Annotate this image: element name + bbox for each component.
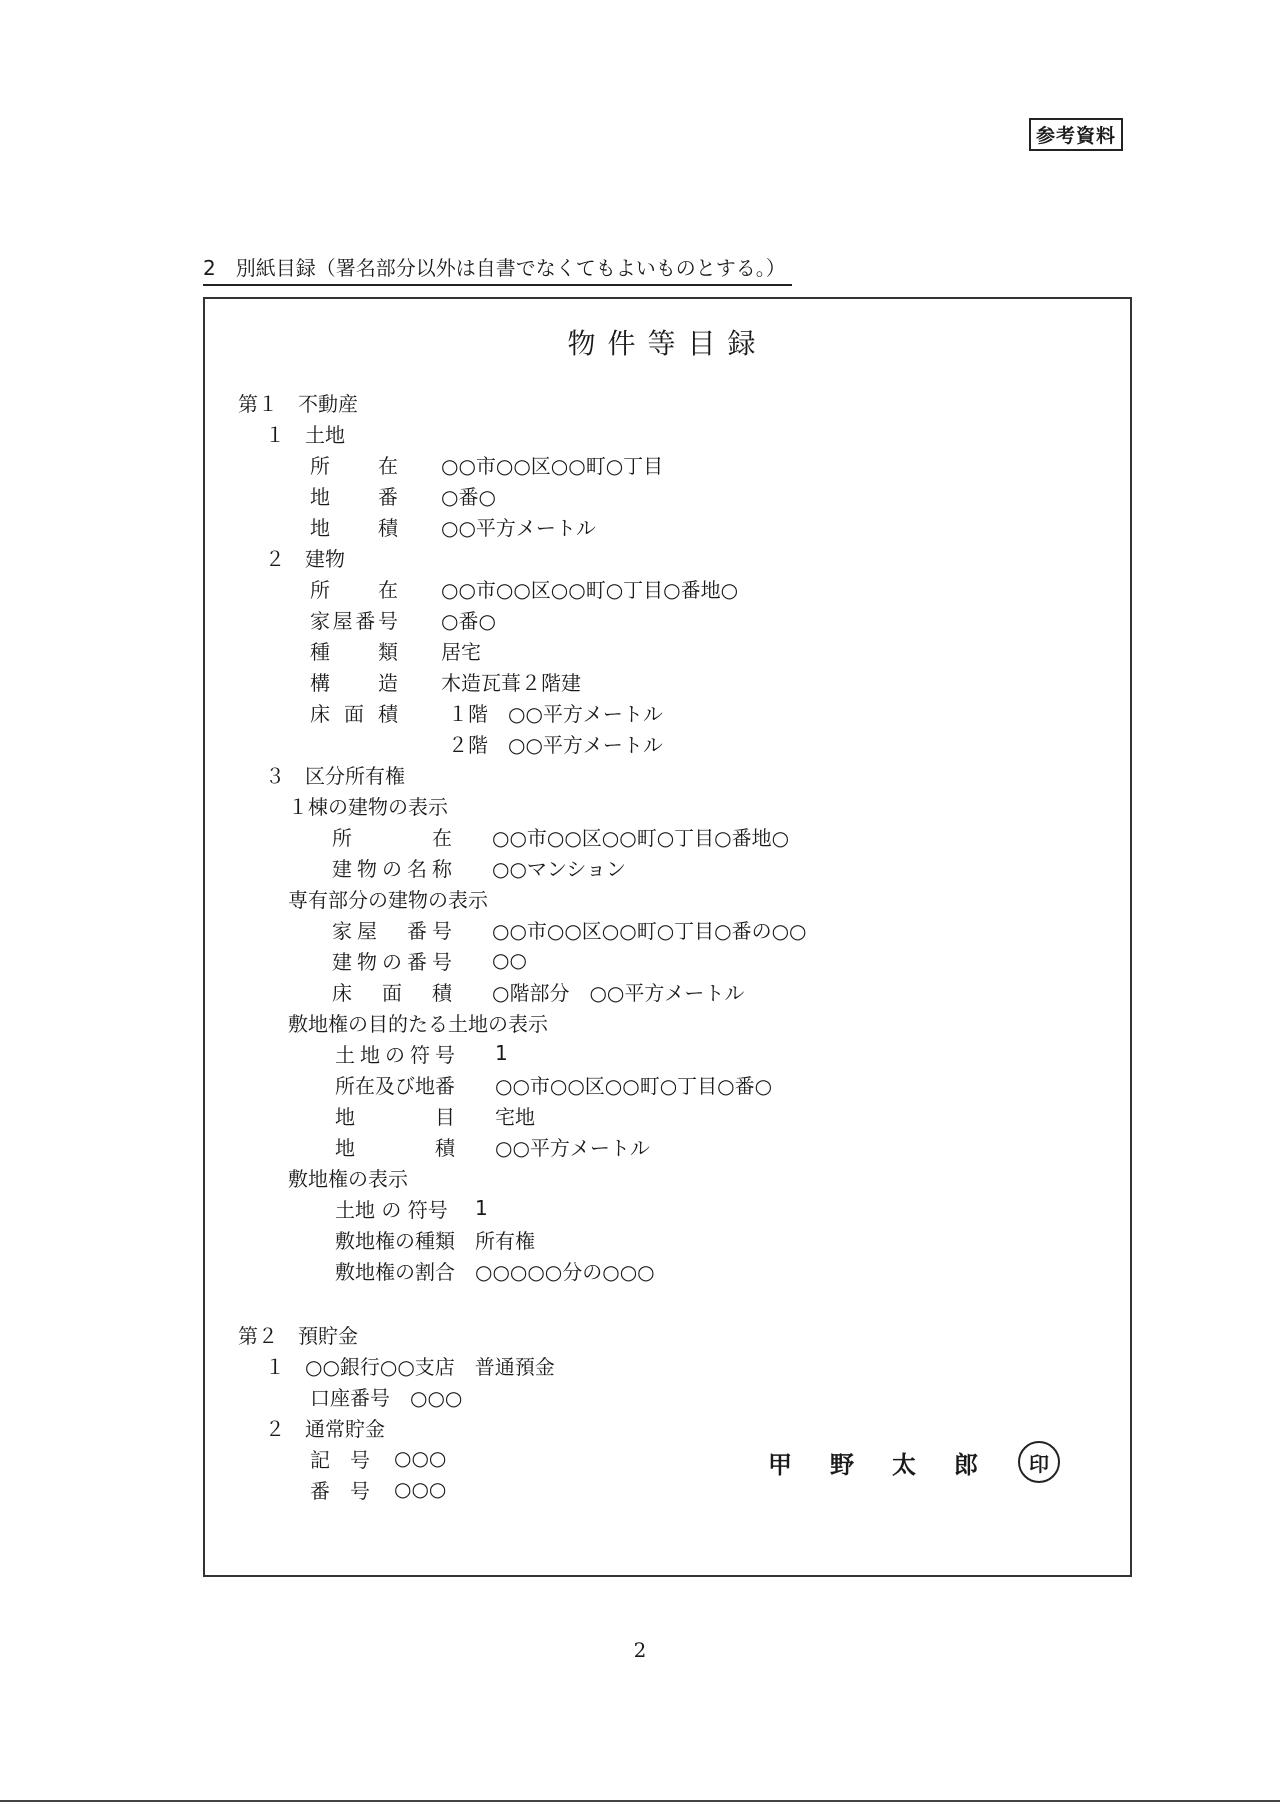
document-title: 物件等目録	[567, 327, 768, 360]
land-location-row	[310, 450, 663, 478]
whole-building-location-row	[332, 822, 789, 850]
land-lot-label: 地番	[310, 484, 398, 509]
condo-heading: ３ 区分所有権	[265, 763, 405, 788]
building-type-label: 種類	[310, 639, 398, 664]
seal-stamp: 印	[1018, 1441, 1060, 1483]
building-house-number-row	[310, 605, 496, 633]
whole-building-name-value: ○○マンション	[492, 856, 627, 881]
building-location-label: 所在	[310, 577, 398, 602]
whole-building-name-row	[332, 853, 626, 881]
building-house-number-value: ○番○	[441, 608, 496, 633]
postal-number-row	[310, 1475, 446, 1503]
building-heading: ２ 建物	[265, 546, 345, 571]
whole-building-heading: １棟の建物の表示	[288, 794, 448, 819]
deposits-heading: 第２ 預貯金	[238, 1323, 358, 1348]
land-location-value: ○○市○○区○○町○丁目	[441, 453, 664, 478]
property-inventory-box	[203, 297, 1132, 1577]
site-land-category-value: 宅地	[495, 1104, 535, 1129]
site-right-type-value: 所有権	[475, 1228, 535, 1253]
site-land-heading: 敷地権の目的たる土地の表示	[288, 1011, 548, 1036]
building-type-row	[310, 636, 481, 664]
site-right-symbol-label: 土地 の 符号	[335, 1197, 448, 1222]
site-land-location-value: ○○市○○区○○町○丁目○番○	[495, 1073, 773, 1098]
reference-material-badge: 参考資料	[1029, 118, 1123, 151]
unit-house-number-value: ○○市○○区○○町○丁目○番の○○	[492, 918, 807, 943]
site-land-area-value: ○○平方メートル	[495, 1135, 650, 1160]
building-type-value: 居宅	[441, 639, 481, 664]
unit-building-number-label: 建物の番号	[332, 949, 452, 974]
building-structure-label: 構造	[310, 670, 398, 695]
building-structure-row	[310, 667, 581, 695]
postal-symbol-row	[310, 1444, 446, 1472]
land-area-row	[310, 512, 596, 540]
site-right-type-label: 敷地権の種類	[335, 1228, 455, 1253]
site-right-ratio-label: 敷地権の割合	[335, 1259, 455, 1284]
postal-symbol-value: ○○○	[394, 1446, 447, 1470]
site-land-location-label: 所在及び地番	[335, 1073, 455, 1098]
bank-account-number: 口座番号 ○○○	[310, 1385, 463, 1410]
building-location-value: ○○市○○区○○町○丁目○番地○	[441, 577, 739, 602]
real-estate-heading: 第１ 不動産	[238, 391, 358, 416]
land-lot-value: ○番○	[441, 484, 496, 509]
site-right-ratio-row	[335, 1256, 655, 1284]
unit-building-number-value: ○○	[492, 948, 527, 972]
building-floor-area-label: 床面積	[310, 701, 398, 726]
site-right-ratio-value: ○○○○○分の○○○	[475, 1259, 655, 1284]
postal-number-value: ○○○	[394, 1477, 447, 1501]
section-heading: 2 別紙目録（署名部分以外は自書でなくてもよいものとする。）	[203, 252, 792, 286]
postal-symbol-label: 記号	[310, 1447, 370, 1472]
land-area-label: 地積	[310, 515, 398, 540]
land-lot-row	[310, 481, 496, 509]
postal-number-label: 番号	[310, 1478, 370, 1503]
postal-savings-item: ２ 通常貯金	[265, 1416, 385, 1441]
page-number: 2	[633, 1638, 647, 1662]
whole-building-location-value: ○○市○○区○○町○丁目○番地○	[492, 825, 790, 850]
whole-building-name-label: 建物の名称	[332, 856, 452, 881]
unit-building-number-row	[332, 946, 527, 974]
signature	[768, 1441, 1060, 1483]
site-land-location-row	[335, 1070, 772, 1098]
building-floor1-value: １階 ○○平方メートル	[448, 701, 663, 726]
site-right-type-row	[335, 1225, 535, 1253]
signature-name: 甲野太郎	[768, 1449, 1016, 1479]
building-house-number-label: 家屋番号	[310, 608, 398, 633]
unit-floor-area-label: 床面積	[332, 980, 452, 1005]
building-floor2-value: ２階 ○○平方メートル	[448, 732, 663, 757]
site-right-symbol-row	[335, 1194, 488, 1222]
unit-heading: 専有部分の建物の表示	[288, 887, 488, 912]
site-land-symbol-value: 1	[495, 1041, 508, 1065]
site-land-area-row	[335, 1132, 650, 1160]
site-land-area-label: 地積	[335, 1135, 455, 1160]
site-land-category-label: 地目	[335, 1104, 455, 1129]
land-area-value: ○○平方メートル	[441, 515, 596, 540]
building-location-row	[310, 574, 738, 602]
building-structure-value: 木造瓦葺２階建	[441, 670, 581, 695]
land-heading: １ 土地	[265, 422, 345, 447]
bottom-rule	[0, 1800, 1280, 1802]
building-floor-area-row	[310, 698, 663, 726]
unit-house-number-label: 家屋 番号	[332, 918, 452, 943]
unit-house-number-row	[332, 915, 807, 943]
site-land-symbol-label: 土地の符号	[335, 1042, 455, 1067]
unit-floor-area-row	[332, 977, 744, 1005]
site-land-symbol-row	[335, 1039, 508, 1067]
site-right-symbol-value: 1	[475, 1196, 488, 1220]
site-land-category-row	[335, 1101, 535, 1129]
land-location-label: 所在	[310, 453, 398, 478]
unit-floor-area-value: ○階部分 ○○平方メートル	[492, 980, 745, 1005]
whole-building-location-label: 所在	[332, 825, 452, 850]
site-right-heading: 敷地権の表示	[288, 1166, 408, 1191]
bank-deposit-item: １ ○○銀行○○支店 普通預金	[265, 1354, 555, 1379]
